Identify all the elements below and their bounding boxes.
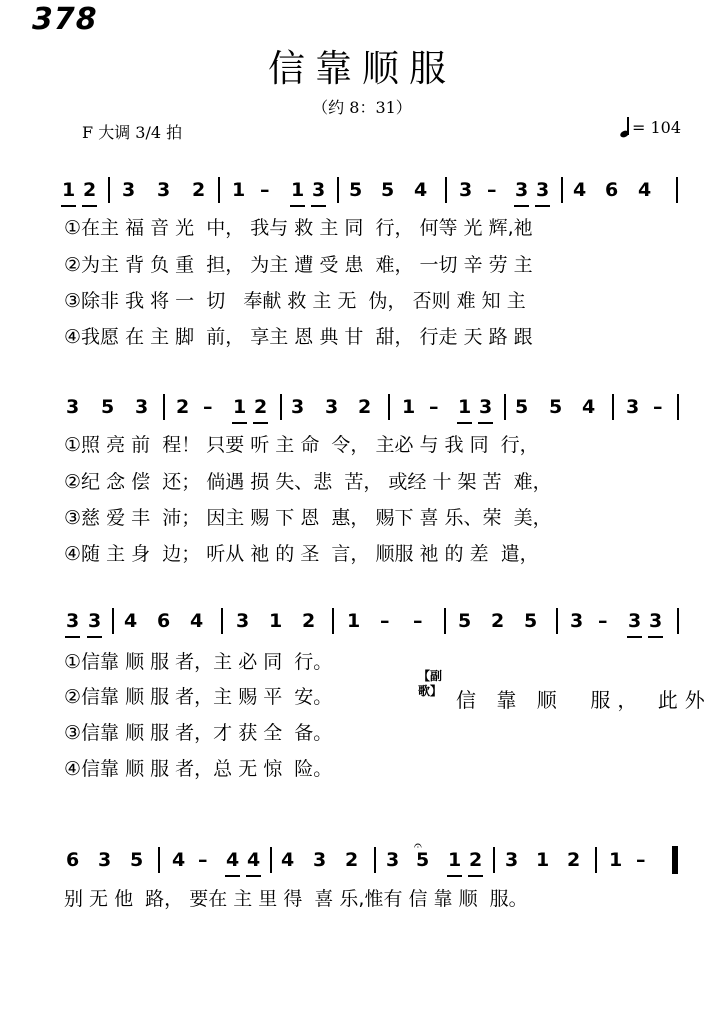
notation-row-1 — [0, 178, 724, 218]
lyric-verse-2: ②为主 背 负 重 担， 为主 遭 受 患 难， 一切 辛 劳 主 — [64, 254, 533, 276]
barline — [595, 847, 597, 873]
key-and-time-signature: F 大调 3/4 拍 — [82, 123, 183, 142]
barline — [108, 177, 110, 203]
note: 1 — [458, 396, 472, 418]
note: 4 — [226, 849, 240, 871]
note: – — [429, 396, 439, 418]
note: 1 — [448, 849, 462, 871]
note: 3 — [325, 396, 339, 418]
note: 3 — [66, 396, 80, 418]
note: 1 — [62, 179, 76, 201]
lyric-line: 别 无 他 路， 要在 主 里 得 喜 乐,惟有 信 靠 顺 服。 — [64, 888, 528, 910]
lyric-verse-3: ③信靠 顺 服 者，才 获 全 备。 — [64, 722, 333, 744]
barline — [556, 608, 558, 634]
barline — [332, 608, 334, 634]
note: 2 — [469, 849, 483, 871]
note: 3 — [536, 179, 550, 201]
hymn-number: 378 — [32, 2, 98, 37]
barline — [677, 394, 679, 420]
final-barline — [672, 846, 678, 874]
note: 3 — [515, 179, 529, 201]
note: 2 — [567, 849, 581, 871]
barline — [158, 847, 160, 873]
notation-row-3 — [0, 609, 724, 649]
tempo-value: = 104 — [632, 118, 682, 137]
barline — [504, 394, 506, 420]
note: 3 — [291, 396, 305, 418]
note: – — [636, 849, 646, 871]
note: 6 — [605, 179, 619, 201]
lyric-verse-2: ②纪 念 偿 还； 倘遇 损 失、悲 苦， 或经 十 架 苦 难， — [64, 471, 552, 493]
note: 4 — [414, 179, 428, 201]
barline — [218, 177, 220, 203]
barline — [676, 177, 678, 203]
lyric-verse-4: ④我愿 在 主 脚 前， 享主 恩 典 甘 甜， 行走 天 路 跟 — [64, 326, 533, 348]
note: 3 — [135, 396, 149, 418]
barline — [493, 847, 495, 873]
note: 4 — [281, 849, 295, 871]
barline — [221, 608, 223, 634]
note: 3 — [312, 179, 326, 201]
note: 4 — [582, 396, 596, 418]
note: – — [203, 396, 213, 418]
barline — [677, 608, 679, 634]
note: 5 — [381, 179, 395, 201]
note: 1 — [402, 396, 416, 418]
barline — [337, 177, 339, 203]
refrain-lyric: 信 靠 顺 服， 此外 — [456, 688, 712, 712]
lyric-verse-1: ①信靠 顺 服 者，主 必 同 行。 — [64, 651, 333, 673]
lyric-verse-3: ③慈 爱 丰 沛； 因主 赐 下 恩 惠， 赐下 喜 乐、荣 美， — [64, 507, 552, 529]
note: 3 — [157, 179, 171, 201]
note: 1 — [347, 610, 361, 632]
note: – — [380, 610, 390, 632]
tempo-marking — [620, 117, 681, 139]
lyric-verse-2: ②信靠 顺 服 者，主 赐 平 安。 — [64, 686, 333, 708]
barline — [163, 394, 165, 420]
note: 5 — [524, 610, 538, 632]
note: 3 — [459, 179, 473, 201]
note: 5 — [349, 179, 363, 201]
barline — [270, 847, 272, 873]
note: 3 — [479, 396, 493, 418]
note: 4 — [124, 610, 138, 632]
note: 3 — [98, 849, 112, 871]
note: 2 — [254, 396, 268, 418]
note: 3 — [570, 610, 584, 632]
barline — [561, 177, 563, 203]
quarter-note-icon — [620, 117, 630, 139]
note: – — [653, 396, 663, 418]
note: 3 — [626, 396, 640, 418]
scripture-reference: （约 8：31） — [312, 98, 412, 117]
note-with-fermata: 𝄐 5 — [416, 848, 429, 872]
note: 5 — [101, 396, 115, 418]
note: 4 — [172, 849, 186, 871]
refrain-marker: 【副歌】 — [418, 669, 443, 698]
note: 4 — [573, 179, 587, 201]
notation-row-4 — [0, 848, 724, 888]
barline — [112, 608, 114, 634]
note: 3 — [66, 610, 80, 632]
note: 4 — [190, 610, 204, 632]
note: – — [198, 849, 208, 871]
note: 2 — [491, 610, 505, 632]
note: 5 — [549, 396, 563, 418]
barline — [374, 847, 376, 873]
note: 3 — [386, 849, 400, 871]
note: 1 — [269, 610, 283, 632]
note: 6 — [157, 610, 171, 632]
note: 4 — [247, 849, 261, 871]
note: 5 — [458, 610, 472, 632]
note: 2 — [192, 179, 206, 201]
note: 3 — [505, 849, 519, 871]
barline — [445, 177, 447, 203]
note: 3 — [88, 610, 102, 632]
note: 2 — [176, 396, 190, 418]
note: 1 — [232, 179, 246, 201]
note: 2 — [345, 849, 359, 871]
note: 1 — [536, 849, 550, 871]
note: 1 — [233, 396, 247, 418]
note: 2 — [302, 610, 316, 632]
lyric-verse-3: ③除非 我 将 一 切 奉献 救 主 无 伪， 否则 难 知 主 — [64, 290, 526, 312]
barline — [280, 394, 282, 420]
lyric-verse-1: ①在主 福 音 光 中， 我与 救 主 同 行， 何等 光 辉,祂 — [64, 217, 533, 239]
note: 6 — [66, 849, 80, 871]
note: 3 — [649, 610, 663, 632]
note: 5 — [515, 396, 529, 418]
lyric-verse-4: ④随 主 身 边； 听从 祂 的 圣 言， 顺服 祂 的 差 遣， — [64, 543, 539, 565]
note: 1 — [291, 179, 305, 201]
note: 2 — [358, 396, 372, 418]
note: – — [413, 610, 423, 632]
barline — [444, 608, 446, 634]
lyric-verse-4: ④信靠 顺 服 者，总 无 惊 险。 — [64, 758, 333, 780]
hymn-title: 信靠顺服 — [268, 47, 456, 90]
barline — [612, 394, 614, 420]
note: 4 — [638, 179, 652, 201]
lyric-verse-1: ①照 亮 前 程！ 只要 听 主 命 令， 主必 与 我 同 行， — [64, 434, 539, 456]
note: – — [598, 610, 608, 632]
note: 1 — [609, 849, 623, 871]
note: 3 — [628, 610, 642, 632]
note: – — [260, 179, 270, 201]
barline — [388, 394, 390, 420]
note: 3 — [236, 610, 250, 632]
note: 2 — [83, 179, 97, 201]
note: 3 — [313, 849, 327, 871]
note: 5 — [130, 849, 144, 871]
notation-row-2 — [0, 395, 724, 435]
note: – — [487, 179, 497, 201]
note: 3 — [122, 179, 136, 201]
